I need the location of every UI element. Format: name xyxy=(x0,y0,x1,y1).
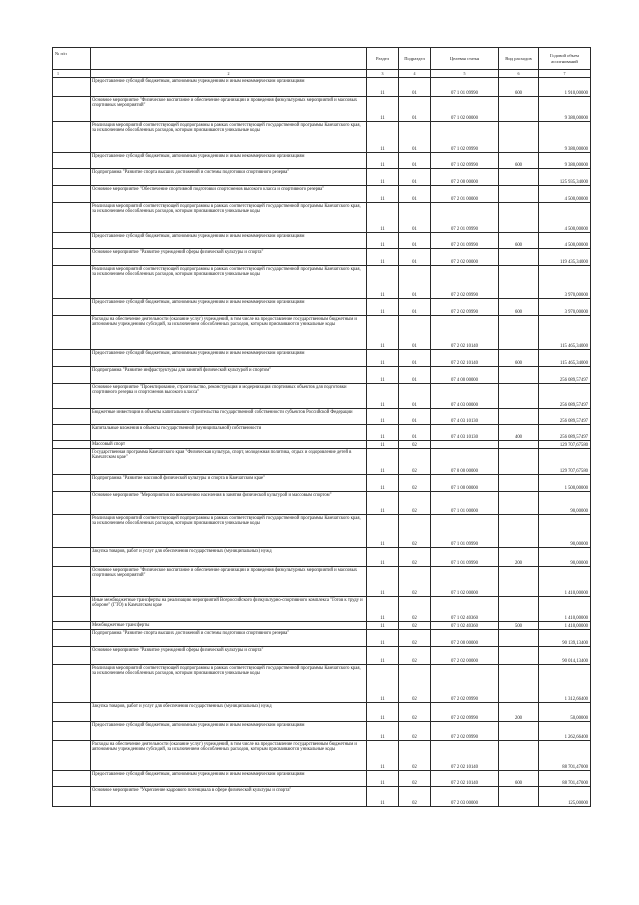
row-number-cell xyxy=(53,771,91,787)
row-target-cell: 07 2 00 00000 xyxy=(431,630,499,647)
row-subsection-cell: 02 xyxy=(399,630,431,647)
row-exptype-cell: 200 xyxy=(499,548,539,567)
row-exptype-cell xyxy=(499,122,539,153)
row-number-cell xyxy=(53,409,91,425)
column-index: 3 xyxy=(367,70,399,78)
row-number-cell xyxy=(53,630,91,647)
row-target-cell: 07 2 02 00000 xyxy=(431,249,499,266)
header-exptype: Вид расходов xyxy=(499,48,539,70)
header-num: № п/п xyxy=(53,48,91,70)
row-number-cell xyxy=(53,441,91,449)
row-name-cell: Иные межбюджетные трансферты на реализацию мероприятий Всероссийского физкультурно-спортивного комплекса "Готов к труду и обороне" (ГТО) в Камчатском крае xyxy=(91,597,367,622)
row-section-cell: 11 xyxy=(367,409,399,425)
row-section-cell: 11 xyxy=(367,741,399,771)
row-subsection-cell: 02 xyxy=(399,665,431,703)
row-number-cell xyxy=(53,548,91,567)
row-section-cell: 11 xyxy=(367,203,399,233)
row-exptype-cell xyxy=(499,409,539,425)
row-exptype-cell: 600 xyxy=(499,299,539,316)
column-index: 1 xyxy=(53,70,91,78)
row-amount-cell: 88 701,47000 xyxy=(539,741,591,771)
row-exptype-cell xyxy=(499,722,539,741)
row-target-cell: 07 2 02 10140 xyxy=(431,316,499,350)
table-row xyxy=(53,122,591,153)
row-name-cell: Основное мероприятие "Развитие учреждений сферы физической культуры и спорта" xyxy=(91,647,367,665)
row-exptype-cell xyxy=(499,384,539,409)
row-amount-cell: 256 089,57497 xyxy=(539,384,591,409)
row-amount-cell: 115 465,34000 xyxy=(539,316,591,350)
row-target-cell: 07 1 01 00000 xyxy=(431,492,499,515)
table-row xyxy=(53,515,591,548)
table-row xyxy=(53,367,591,384)
row-name-cell: Предоставление субсидий бюджетным, автономным учреждениям и иным некоммерческим организациям xyxy=(91,299,367,316)
row-section-cell: 11 xyxy=(367,316,399,350)
row-subsection-cell: 01 xyxy=(399,233,431,249)
row-target-cell: 07 2 02 09990 xyxy=(431,722,499,741)
row-exptype-cell: 500 xyxy=(499,622,539,630)
row-section-cell: 11 xyxy=(367,367,399,384)
row-target-cell: 07 2 02 09990 xyxy=(431,703,499,722)
row-name-cell: Закупка товаров, работ и услуг для обеспечения государственных (муниципальных) нужд xyxy=(91,548,367,567)
row-subsection-cell: 02 xyxy=(399,722,431,741)
row-subsection-cell: 01 xyxy=(399,425,431,441)
row-amount-cell: 1 500,00000 xyxy=(539,475,591,492)
row-subsection-cell: 01 xyxy=(399,249,431,266)
row-number-cell xyxy=(53,665,91,703)
row-name-cell: Предоставление субсидий бюджетным, автономным учреждениям и иным некоммерческим организациям xyxy=(91,771,367,787)
table-row xyxy=(53,78,591,97)
row-exptype-cell xyxy=(499,647,539,665)
row-section-cell: 11 xyxy=(367,703,399,722)
budget-table xyxy=(52,47,591,807)
row-amount-cell: 4 500,00000 xyxy=(539,233,591,249)
row-subsection-cell: 02 xyxy=(399,741,431,771)
row-target-cell: 07 1 02 00000 xyxy=(431,97,499,122)
row-name-cell: Капитальные вложения в объекты государственной (муниципальной) собственности xyxy=(91,425,367,441)
table-row xyxy=(53,425,591,441)
row-target-cell: 07 2 01 00000 xyxy=(431,186,499,203)
row-name-cell: Реализация мероприятий соответствующей подпрограммы в рамках соответствующей государственной программы Камчатского края, за исключением обособленных расходов, которым присваиваются уникальные коды xyxy=(91,266,367,299)
table-row xyxy=(53,441,591,449)
row-amount-cell: 9 380,00000 xyxy=(539,122,591,153)
row-target-cell: 07 2 00 00000 xyxy=(431,169,499,186)
row-exptype-cell: 600 xyxy=(499,350,539,367)
row-subsection-cell: 01 xyxy=(399,169,431,186)
row-subsection-cell: 02 xyxy=(399,449,431,475)
row-section-cell: 11 xyxy=(367,186,399,203)
row-amount-cell: 90 139,13400 xyxy=(539,630,591,647)
row-exptype-cell: 600 xyxy=(499,78,539,97)
row-number-cell xyxy=(53,122,91,153)
row-number-cell xyxy=(53,186,91,203)
row-number-cell xyxy=(53,722,91,741)
table-row xyxy=(53,449,591,475)
row-amount-cell: 1 410,00000 xyxy=(539,567,591,597)
row-subsection-cell: 02 xyxy=(399,647,431,665)
row-amount-cell: 125,00000 xyxy=(539,787,591,807)
row-amount-cell: 4 500,00000 xyxy=(539,186,591,203)
row-subsection-cell: 01 xyxy=(399,350,431,367)
row-subsection-cell: 01 xyxy=(399,316,431,350)
header-target: Целевая статья xyxy=(431,48,499,70)
row-name-cell: Предоставление субсидий бюджетным, автономным учреждениям и иным некоммерческим организациям xyxy=(91,350,367,367)
row-target-cell: 07 2 02 10140 xyxy=(431,771,499,787)
row-section-cell: 11 xyxy=(367,567,399,597)
row-name-cell: Расходы на обеспечение деятельности (оказание услуг) учреждений, в том числе на предоставление государственным бюджетным и автономным учреждениям субсидий, за исключением обособленных расходов, которым присваиваются уникальные коды xyxy=(91,316,367,350)
row-name-cell: Массовый спорт xyxy=(91,441,367,449)
row-target-cell: 07 1 00 00000 xyxy=(431,475,499,492)
row-exptype-cell xyxy=(499,449,539,475)
row-exptype-cell xyxy=(499,492,539,515)
table-row xyxy=(53,409,591,425)
row-amount-cell: 1 910,00000 xyxy=(539,78,591,97)
row-section-cell: 11 xyxy=(367,425,399,441)
row-name-cell: Расходы на обеспечение деятельности (оказание услуг) учреждений, в том числе на предоставление государственным бюджетным и автономным учреждениям субсидий, за исключением обособленных расходов, которым присваиваются уникальные коды xyxy=(91,741,367,771)
row-target-cell: 07 2 02 09990 xyxy=(431,665,499,703)
row-amount-cell: 3 970,00000 xyxy=(539,299,591,316)
row-number-cell xyxy=(53,703,91,722)
row-subsection-cell: 01 xyxy=(399,78,431,97)
table-row xyxy=(53,630,591,647)
table-row xyxy=(53,665,591,703)
row-subsection-cell: 01 xyxy=(399,203,431,233)
row-subsection-cell: 01 xyxy=(399,367,431,384)
row-number-cell xyxy=(53,299,91,316)
table-row xyxy=(53,316,591,350)
row-amount-cell: 125 935,34000 xyxy=(539,169,591,186)
row-number-cell xyxy=(53,475,91,492)
table-row xyxy=(53,741,591,771)
row-exptype-cell xyxy=(499,97,539,122)
row-exptype-cell: 600 xyxy=(499,233,539,249)
table-row xyxy=(53,350,591,367)
row-name-cell: Подпрограмма "Развитие спорта высших достижений и системы подготовки спортивного резерва" xyxy=(91,169,367,186)
row-subsection-cell: 02 xyxy=(399,475,431,492)
row-section-cell: 11 xyxy=(367,249,399,266)
row-amount-cell: 90,00000 xyxy=(539,548,591,567)
table-row xyxy=(53,647,591,665)
row-number-cell xyxy=(53,97,91,122)
row-name-cell: Подпрограмма "Развитие спорта высших достижений и системы подготовки спортивного резерва" xyxy=(91,630,367,647)
row-section-cell: 11 xyxy=(367,622,399,630)
row-section-cell: 11 xyxy=(367,384,399,409)
row-number-cell xyxy=(53,787,91,807)
row-exptype-cell: 400 xyxy=(499,425,539,441)
table-row xyxy=(53,266,591,299)
row-number-cell xyxy=(53,515,91,548)
column-index: 6 xyxy=(499,70,539,78)
row-subsection-cell: 01 xyxy=(399,186,431,203)
header-section: Раздел xyxy=(367,48,399,70)
table-row xyxy=(53,203,591,233)
row-number-cell xyxy=(53,367,91,384)
row-subsection-cell: 02 xyxy=(399,441,431,449)
row-target-cell: 07 2 01 09990 xyxy=(431,233,499,249)
table-row xyxy=(53,299,591,316)
row-exptype-cell xyxy=(499,441,539,449)
row-number-cell xyxy=(53,567,91,597)
row-section-cell: 11 xyxy=(367,350,399,367)
row-section-cell: 11 xyxy=(367,492,399,515)
row-subsection-cell: 02 xyxy=(399,703,431,722)
table-row xyxy=(53,475,591,492)
row-name-cell: Реализация мероприятий соответствующей подпрограммы в рамках соответствующей государственной программы Камчатского края, за исключением обособленных расходов, которым присваиваются уникальные коды xyxy=(91,122,367,153)
row-name-cell: Реализация мероприятий соответствующей подпрограммы в рамках соответствующей государственной программы Камчатского края, за исключением обособленных расходов, которым присваиваются уникальные коды xyxy=(91,665,367,703)
row-section-cell: 11 xyxy=(367,233,399,249)
row-exptype-cell xyxy=(499,316,539,350)
row-section-cell: 11 xyxy=(367,78,399,97)
row-amount-cell: 256 089,57497 xyxy=(539,367,591,384)
row-target-cell: 07 0 00 00000 xyxy=(431,449,499,475)
row-target-cell: 07 4 03 10130 xyxy=(431,425,499,441)
row-number-cell xyxy=(53,741,91,771)
row-section-cell: 11 xyxy=(367,122,399,153)
row-target-cell: 07 2 02 10140 xyxy=(431,350,499,367)
row-subsection-cell: 02 xyxy=(399,787,431,807)
row-target-cell: 07 1 01 09990 xyxy=(431,548,499,567)
row-amount-cell: 129 707,67580 xyxy=(539,441,591,449)
table-row xyxy=(53,548,591,567)
row-name-cell: Реализация мероприятий соответствующей подпрограммы в рамках соответствующей государственной программы Камчатского края, за исключением обособленных расходов, которым присваиваются уникальные коды xyxy=(91,515,367,548)
row-target-cell: 07 2 03 00000 xyxy=(431,787,499,807)
row-name-cell: Реализация мероприятий соответствующей подпрограммы в рамках соответствующей государственной программы Камчатского края, за исключением обособленных расходов, которым присваиваются уникальные коды xyxy=(91,203,367,233)
row-name-cell: Бюджетные инвестиции в объекты капитального строительства государственной собственности субъектов Российской Федерации xyxy=(91,409,367,425)
row-subsection-cell: 02 xyxy=(399,597,431,622)
row-number-cell xyxy=(53,316,91,350)
row-number-cell xyxy=(53,425,91,441)
row-section-cell: 11 xyxy=(367,630,399,647)
row-target-cell: 07 4 00 00000 xyxy=(431,367,499,384)
row-amount-cell: 256 089,57497 xyxy=(539,409,591,425)
row-section-cell: 11 xyxy=(367,97,399,122)
row-section-cell: 11 xyxy=(367,266,399,299)
row-target-cell: 07 4 03 10130 xyxy=(431,409,499,425)
row-section-cell: 11 xyxy=(367,169,399,186)
row-target-cell: 07 2 02 09990 xyxy=(431,299,499,316)
row-section-cell: 11 xyxy=(367,771,399,787)
row-name-cell: Предоставление субсидий бюджетным, автономным учреждениям и иным некоммерческим организациям xyxy=(91,233,367,249)
table-row xyxy=(53,249,591,266)
row-exptype-cell xyxy=(499,186,539,203)
row-exptype-cell: 600 xyxy=(499,771,539,787)
row-exptype-cell xyxy=(499,665,539,703)
table-row xyxy=(53,771,591,787)
row-subsection-cell: 01 xyxy=(399,122,431,153)
row-exptype-cell: 600 xyxy=(499,153,539,169)
row-exptype-cell xyxy=(499,787,539,807)
row-subsection-cell: 02 xyxy=(399,492,431,515)
row-number-cell xyxy=(53,203,91,233)
row-number-cell xyxy=(53,384,91,409)
row-exptype-cell xyxy=(499,249,539,266)
row-target-cell: 07 1 02 09990 xyxy=(431,153,499,169)
header-amount: Годовой объем ассигнований xyxy=(539,48,591,70)
row-number-cell xyxy=(53,169,91,186)
column-index-row xyxy=(53,70,591,78)
row-section-cell: 11 xyxy=(367,722,399,741)
row-target-cell: 07 4 03 00000 xyxy=(431,384,499,409)
row-section-cell: 11 xyxy=(367,475,399,492)
row-target-cell: 07 1 02 09990 xyxy=(431,122,499,153)
row-number-cell xyxy=(53,622,91,630)
row-section-cell: 11 xyxy=(367,665,399,703)
row-section-cell: 11 xyxy=(367,548,399,567)
row-amount-cell: 50,00000 xyxy=(539,703,591,722)
table-row xyxy=(53,384,591,409)
row-number-cell xyxy=(53,449,91,475)
row-name-cell: Основное мероприятие "Укрепление кадрового потенциала в сфере физической культуры и спорта" xyxy=(91,787,367,807)
row-number-cell xyxy=(53,266,91,299)
row-section-cell: 11 xyxy=(367,299,399,316)
table-row xyxy=(53,597,591,622)
row-section-cell: 11 xyxy=(367,449,399,475)
row-section-cell: 11 xyxy=(367,515,399,548)
row-target-cell: 07 2 02 00000 xyxy=(431,647,499,665)
row-name-cell: Предоставление субсидий бюджетным, автономным учреждениям и иным некоммерческим организациям xyxy=(91,78,367,97)
row-target-cell: 07 1 01 09990 xyxy=(431,515,499,548)
row-target-cell: 07 2 01 09990 xyxy=(431,203,499,233)
column-index: 5 xyxy=(431,70,499,78)
table-row xyxy=(53,703,591,722)
row-name-cell: Подпрограмма "Развитие инфраструктуры для занятий физической культурой и спортом" xyxy=(91,367,367,384)
row-exptype-cell xyxy=(499,475,539,492)
row-name-cell: Предоставление субсидий бюджетным, автономным учреждениям и иным некоммерческим организациям xyxy=(91,153,367,169)
table-row xyxy=(53,622,591,630)
table-row xyxy=(53,169,591,186)
row-number-cell xyxy=(53,597,91,622)
budget-table-sheet xyxy=(52,47,590,807)
row-amount-cell: 90,00000 xyxy=(539,515,591,548)
row-number-cell xyxy=(53,350,91,367)
column-index: 2 xyxy=(91,70,367,78)
row-number-cell xyxy=(53,647,91,665)
header-name xyxy=(91,48,367,70)
row-name-cell: Подпрограмма "Развитие массовой физической культуры и спорта в Камчатском крае" xyxy=(91,475,367,492)
row-exptype-cell xyxy=(499,630,539,647)
row-exptype-cell xyxy=(499,597,539,622)
row-subsection-cell: 01 xyxy=(399,153,431,169)
column-index: 4 xyxy=(399,70,431,78)
row-subsection-cell: 02 xyxy=(399,515,431,548)
row-target-cell: 07 2 02 10140 xyxy=(431,741,499,771)
row-subsection-cell: 01 xyxy=(399,266,431,299)
row-exptype-cell: 200 xyxy=(499,703,539,722)
row-subsection-cell: 01 xyxy=(399,409,431,425)
row-amount-cell: 3 970,00000 xyxy=(539,266,591,299)
row-amount-cell: 256 089,57497 xyxy=(539,425,591,441)
row-name-cell: Основное мероприятие "Проектирование, строительство, реконструкция и модернизация спортивных объектов для подготовки спортивного резерва и спортсменов высокого класса" xyxy=(91,384,367,409)
row-target-cell: 07 1 02 40360 xyxy=(431,622,499,630)
row-amount-cell: 9 380,00000 xyxy=(539,97,591,122)
row-section-cell: 11 xyxy=(367,441,399,449)
table-header-row xyxy=(53,48,591,70)
row-target-cell: 07 1 01 09990 xyxy=(431,78,499,97)
row-target-cell: 07 2 02 09990 xyxy=(431,266,499,299)
row-exptype-cell xyxy=(499,169,539,186)
row-exptype-cell xyxy=(499,266,539,299)
row-amount-cell: 90 014,13400 xyxy=(539,647,591,665)
row-amount-cell: 115 465,34000 xyxy=(539,350,591,367)
row-number-cell xyxy=(53,249,91,266)
column-index: 7 xyxy=(539,70,591,78)
header-subsection: Подраздел xyxy=(399,48,431,70)
row-target-cell: 07 1 02 40360 xyxy=(431,597,499,622)
row-amount-cell: 129 707,67580 xyxy=(539,449,591,475)
row-name-cell: Государственная программа Камчатского края "Физическая культура, спорт, молодежная политика, отдых и оздоровление детей в Камчатском крае" xyxy=(91,449,367,475)
row-section-cell: 11 xyxy=(367,647,399,665)
row-exptype-cell xyxy=(499,515,539,548)
row-target-cell xyxy=(431,441,499,449)
row-exptype-cell xyxy=(499,203,539,233)
row-subsection-cell: 02 xyxy=(399,548,431,567)
table-row xyxy=(53,492,591,515)
table-row xyxy=(53,722,591,741)
row-subsection-cell: 01 xyxy=(399,299,431,316)
row-amount-cell: 119 435,34000 xyxy=(539,249,591,266)
row-name-cell: Межбюджетные трансферты xyxy=(91,622,367,630)
table-row xyxy=(53,186,591,203)
row-exptype-cell xyxy=(499,741,539,771)
row-name-cell: Основное мероприятие "Физическое воспитание и обеспечение организации и проведения физкультурных мероприятий и массовых спортивных мероприятий" xyxy=(91,97,367,122)
row-amount-cell: 88 701,47000 xyxy=(539,771,591,787)
row-name-cell: Основное мероприятие "Обеспечение спортивной подготовки спортсменов высокого класса и спортивного резерва" xyxy=(91,186,367,203)
row-subsection-cell: 01 xyxy=(399,384,431,409)
row-amount-cell: 1 410,00000 xyxy=(539,597,591,622)
row-section-cell: 11 xyxy=(367,597,399,622)
row-subsection-cell: 02 xyxy=(399,622,431,630)
row-number-cell xyxy=(53,153,91,169)
table-row xyxy=(53,97,591,122)
row-amount-cell: 1 410,00000 xyxy=(539,622,591,630)
row-section-cell: 11 xyxy=(367,153,399,169)
row-name-cell: Основное мероприятие "Физическое воспитание и обеспечение организации и проведения физкультурных мероприятий и массовых спортивных мероприятий" xyxy=(91,567,367,597)
row-subsection-cell: 02 xyxy=(399,567,431,597)
row-exptype-cell xyxy=(499,367,539,384)
table-body xyxy=(53,78,591,807)
row-name-cell: Закупка товаров, работ и услуг для обеспечения государственных (муниципальных) нужд xyxy=(91,703,367,722)
row-name-cell: Основное мероприятие "Мероприятия по вовлечению населения в занятия физической культурой и массовым спортом" xyxy=(91,492,367,515)
row-number-cell xyxy=(53,78,91,97)
row-target-cell: 07 1 02 00000 xyxy=(431,567,499,597)
table-row xyxy=(53,153,591,169)
row-amount-cell: 9 380,00000 xyxy=(539,153,591,169)
row-amount-cell: 1 312,66400 xyxy=(539,665,591,703)
row-amount-cell: 1 262,66400 xyxy=(539,722,591,741)
row-exptype-cell xyxy=(499,567,539,597)
row-amount-cell: 4 500,00000 xyxy=(539,203,591,233)
row-subsection-cell: 02 xyxy=(399,771,431,787)
table-row xyxy=(53,567,591,597)
row-name-cell: Предоставление субсидий бюджетным, автономным учреждениям и иным некоммерческим организациям xyxy=(91,722,367,741)
table-row xyxy=(53,233,591,249)
row-section-cell: 11 xyxy=(367,787,399,807)
row-subsection-cell: 01 xyxy=(399,97,431,122)
row-number-cell xyxy=(53,233,91,249)
row-number-cell xyxy=(53,492,91,515)
table-row xyxy=(53,787,591,807)
row-amount-cell: 90,00000 xyxy=(539,492,591,515)
row-name-cell: Основное мероприятие "Развитие учреждений сферы физической культуры и спорта" xyxy=(91,249,367,266)
